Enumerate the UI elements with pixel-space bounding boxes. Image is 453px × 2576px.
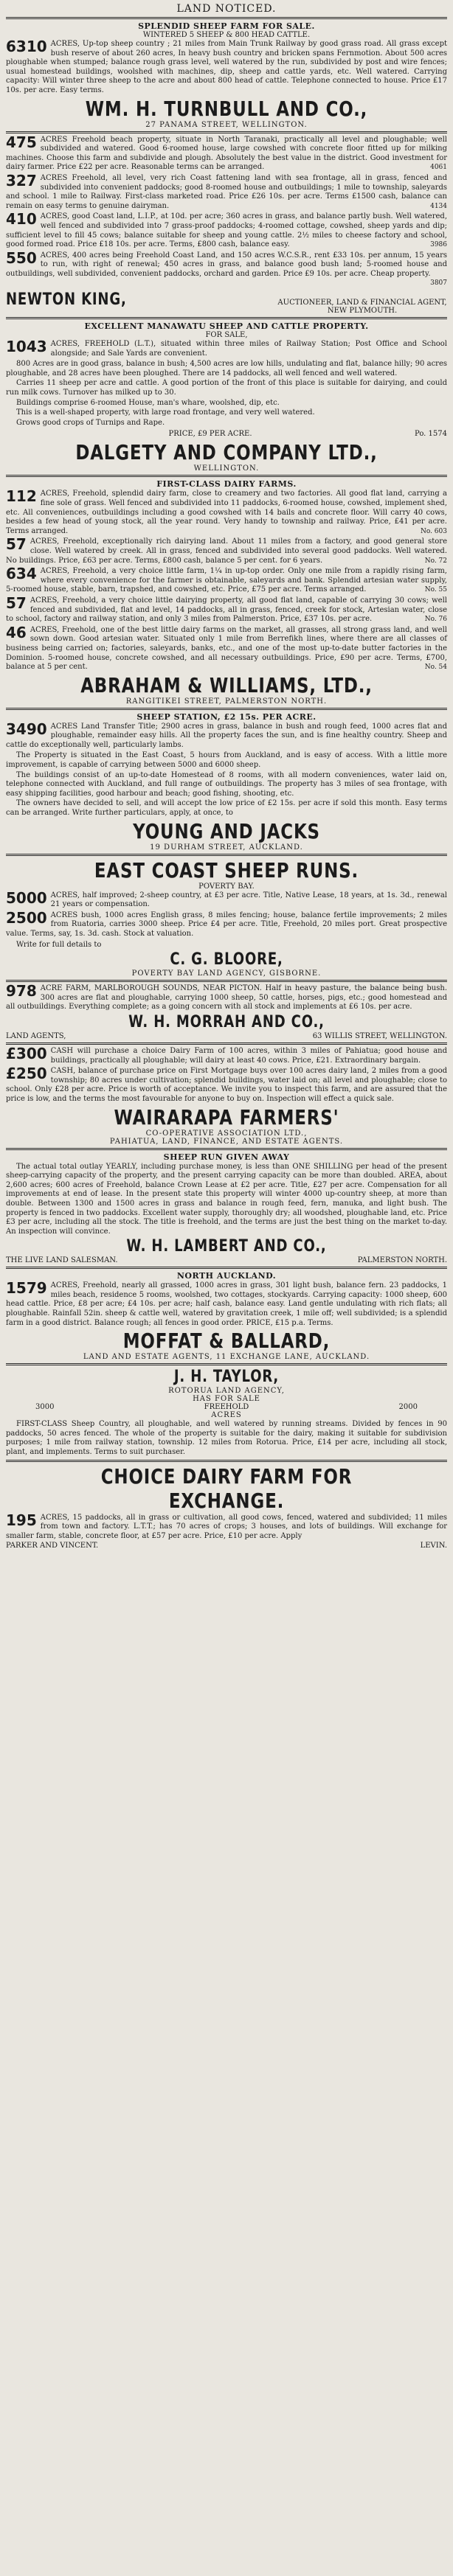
column-header: LAND NOTICED. <box>176 3 277 15</box>
ad-parker-vincent <box>6 1464 447 1550</box>
acreage: 2500 <box>6 908 47 927</box>
ad-subsub: FOR SALE, <box>205 331 248 340</box>
listing-text: ACRES, half improved; 2-sheep country, at £3 per acre. Title, Native Lease, 18 years, at 1s. 3d., renewal 21 years or compensation. <box>50 891 447 909</box>
ad-subhead: SPLENDID SHEEP FARM FOR SALE. <box>138 21 315 31</box>
acreage: 57 <box>6 593 27 612</box>
advertiser-town: LEVIN. <box>420 1542 447 1550</box>
acreage: 46 <box>6 623 27 641</box>
ad-bloore <box>6 858 447 978</box>
listing-ref: No. 54 <box>424 664 447 672</box>
advertiser-address: LAND AND ESTATE AGENTS, 11 EXCHANGE LANE, AUCKLAND. <box>83 1353 370 1362</box>
acreage: 634 <box>6 565 37 583</box>
divider <box>6 1363 447 1365</box>
advertiser-name: PARKER AND VINCENT. <box>6 1542 99 1550</box>
advertiser-name: YOUNG AND JACKS <box>133 818 320 843</box>
advertiser-address: 19 DURHAM STREET, AUCKLAND. <box>150 843 303 852</box>
ad-abraham-williams <box>6 479 447 705</box>
acreage: 3490 <box>6 720 47 738</box>
advertiser-name: ABRAHAM & WILLIAMS, LTD., <box>80 672 373 697</box>
advertiser-name: DALGETY AND COMPANY LTD., <box>75 440 378 465</box>
listing-text: ACRES Land Transfer Title; 2900 acres in grass, balance in bush and rough feed, 1000 acres flat and ploughable, remainder easy hills. All the property faces the sun, and is fine healthy country. Sheep and cattle do exceptionally well, particularly lambs. <box>6 722 447 749</box>
listing-ref: 4134 <box>430 202 447 210</box>
listing-text: ACRES, Freehold, a very choice little dairying property, all good flat land, capable of carrying 30 cows; well fenced and subdivided, flat and level, 14 paddocks, all in grass, fenced, creek for stock, Artesian water, close to school, factory and railway station, and only 3 miles from Palmerston. Price, £37 10s. per acre. <box>6 596 447 624</box>
divider <box>6 17 447 19</box>
advertiser-address: PALMERSTON NORTH. <box>357 1256 447 1265</box>
paragraph: Buildings comprise 6-roomed House, man's whare, woolshed, dip, etc. <box>16 398 280 407</box>
paragraph: Carries 11 sheep per acre and cattle. A good portion of the front of this place is suitable for dairying, and could run milk cows. Turnover has milked up to 30. <box>6 379 447 397</box>
ad-dalgety <box>6 321 447 473</box>
acreage: 1043 <box>6 338 47 356</box>
divider <box>6 1148 447 1150</box>
advertiser-address: POVERTY BAY LAND AGENCY, GISBORNE. <box>131 970 322 978</box>
listing-text: ACRES, Freehold, splendid dairy farm, close to creamery and two factories. All good flat land, carrying a fine sole of grass. Well fenced and subdivided into 11 paddocks, 6-roomed house, cowshed, implement shed, etc. All conveniences, outbuildings including a good cowshed with 14 bails and concrete floor. Will carry 40 cows, besides a few head of young stock, all the year round. Very handy to township and railway. Price, £41 per acre. Terms arranged. <box>6 490 447 535</box>
ad-title: EAST COAST SHEEP RUNS. <box>94 857 359 883</box>
listing-ref: No. 76 <box>424 616 447 624</box>
divider <box>6 1460 447 1462</box>
divider <box>6 475 447 477</box>
listing-ref: 3986 <box>430 241 447 249</box>
divider <box>6 980 447 982</box>
advertiser-line: HAS FOR SALE <box>193 1395 260 1404</box>
listing-text: ACRES Freehold, all level, very rich Coast fattening land with sea frontage, all in grass, fenced and subdivided into convenient paddocks; good 8-roomed house and outbuildings; 1 mile to township, saleyards and school. 1 mile to Railway. First-class marketed road. Price £26 10s. per acre. Terms £1500 cash, balance can remain on easy terms to genuine dairyman. <box>6 173 447 210</box>
ad-taylor <box>6 1368 447 1457</box>
ad-turnbull <box>6 21 447 129</box>
listing-text: ACRES, Freehold, exceptionally rich dairying land. About 11 miles from a factory, and good general store close. Well watered by creek. All in grass, fenced and subdivided into several good paddocks. Well watered. No buildings. Price, £63 per acre. Terms, £800 cash, balance 5 per cent. for 6 years. <box>6 537 447 565</box>
listing-text: ACRES, FREEHOLD (L.T.), situated within three miles of Railway Station; Post Office and School alongside; and Sale Yards are convenient. <box>50 340 447 358</box>
acreage-left: 3000 <box>35 1403 55 1412</box>
paragraph: Grows good crops of Turnips and Rape. <box>16 418 165 427</box>
acreage: 57 <box>6 535 27 554</box>
paragraph: The Property is situated in the East Coast, 5 hours from Auckland, and is easy of access. With a little more improvement, is capable of carrying between 5000 and 6000 sheep. <box>6 751 447 770</box>
acres-label: ACRES <box>211 1411 242 1420</box>
advertiser-name: W. H. LAMBERT AND CO., <box>126 1237 327 1256</box>
divider <box>6 708 447 710</box>
ad-subhead: EXCELLENT MANAWATU SHEEP AND CATTLE PROPERTY. <box>84 321 369 332</box>
listing-text: ACRES, good Coast land, L.I.P., at 10d. per acre; 360 acres in grass, and balance partly bush. Well watered, well fenced and subdivided into 7 grass-proof paddocks; 4-roomed cottage, cowshed, sheep yards and dip; sufficient level to fill 45 cows; balance suitable for sheep and young cattle. 2½ miles to cheese factory and school, good formed road. Price £18 10s. per acre. Terms, £800 cash, balance easy. <box>6 212 447 249</box>
acreage: 112 <box>6 487 37 506</box>
listing-text: ACRES, Freehold, nearly all grassed, 1000 acres in grass, 301 light bush, balance fern. 23 paddocks, 1 miles beach, residence 5 rooms, woolshed, two cottages, stockyards. Carrying capacity: 1000 sheep, 600 head cattle. Price, £8 per acre; £4 10s. per acre; half cash, balance easy. Land gentle undulating with rich flats; all ploughable. Rainfall 52in. sheep & cattle well, watered by gravitation creek, 1 mile off; well subdivided; is a splendid farm in a good district. Balance rough; all fences in good order. PRICE, £15 p.a. Terms. <box>6 1281 447 1327</box>
listing-text: ACRES, Freehold, one of the best little dairy farms on the market, all grasses, all strong grass land, and well sown down. Good artesian water. Situated only 1 mile from Berrefikh lines, where there are all classes of business being carried on; factories, saleyards, banks, etc., and one of the most up-to-date butter factories in the Dominion. 5-roomed house, concrete cowshed, and all necessary outbuildings. Price, £90 per acre. Terms, £700, balance at 5 per cent. <box>6 625 447 672</box>
acreage: 550 <box>6 248 37 267</box>
divider <box>6 131 447 133</box>
listing-text: ACRES bush, 1000 acres English grass, 8 miles fencing; house, balance fertile improvements; 2 miles from Ruatoria, carries 3000 sheep. Price £4 per acre. Title, Freehold, 20 miles port. Great prospective value. Terms, say, 1s. 3d. cash. Stock at valuation. <box>6 911 447 938</box>
paragraph: 800 Acres are in good grass, balance in bush; 4,500 acres are low hills, undulating and flat, balance hilly; 90 acres ploughable, and 28 acres have been ploughed. There are 14 paddocks, all well fenced and well watered. <box>6 360 447 377</box>
advertiser-address: RANGITIKEI STREET, PALMERSTON NORTH. <box>125 697 328 706</box>
ad-title: CHOICE DAIRY FARM FOR <box>100 1463 353 1489</box>
advertiser-role: THE LIVE LAND SALESMAN. <box>6 1256 118 1265</box>
listing-ref: No. 72 <box>424 557 447 565</box>
ad-subhead: NORTH AUCKLAND. <box>176 1271 277 1281</box>
ad-newton-king <box>6 133 447 316</box>
acreage: 978 <box>6 982 37 1000</box>
advertiser-tagline: AUCTIONEER, LAND & FINANCIAL AGENT, NEW PLYMOUTH. <box>277 299 447 316</box>
advertiser-address: 63 WILLIS STREET, WELLINGTON. <box>312 1031 447 1040</box>
advertiser-name: MOFFAT & BALLARD, <box>122 1329 331 1354</box>
listing-text: CASH, balance of purchase price on First Mortgage buys over 100 acres dairy land, 2 miles from a good township; 80 acres under cultivation; splendid buildings, water laid on; all level and ploughable; close to school. Only £28 per acre. Price is worth of acceptance. We invite you to inspect this farm, and are assured that the price is low, and the terms the most favourable for anyone to buy on. Inspection will effect a quick sale. <box>6 1067 447 1103</box>
advertiser-address: WELLINGTON. <box>193 464 260 473</box>
listing-text: CASH will purchase a choice Dairy Farm of 100 acres, within 3 miles of Pahiatua; good house and buildings, practically all ploughable; will dairy at least 40 cows. Price, £21. Extraordinary bargain. <box>50 1046 447 1065</box>
listing-text: ACRES, 15 paddocks, all in grass or cultivation, all good cows, fenced, watered and subdivided; 11 miles from town and factory. L.T.T.; has 70 acres of crops; 3 houses, and lots of buildings. Will exchange for smaller farm, stable, concrete floor, at £57 per acre. Price, £10 per acre. Apply <box>6 1513 447 1540</box>
ad-moffat-ballard <box>6 1271 447 1361</box>
advertiser-address: PAHIATUA, LAND, FINANCE, AND ESTATE AGENTS. <box>109 1137 344 1146</box>
advertiser-name: W. H. MORRAH AND CO., <box>128 1012 325 1031</box>
listing-text: ACRES Freehold beach property, situate in North Taranaki, practically all level and ploughable; well subdivided and watered. Good 6-roomed house, large cowshed with concrete floor fitted up for milking machines. Choose this farm and subdivide and plough. Absolutely the best value in the district. Good investment for dairy farmer. Price £22 per acre. Reasonable terms can be arranged. <box>6 135 447 172</box>
ad-subhead: SHEEP RUN GIVEN AWAY <box>163 1152 290 1162</box>
acreage: 6310 <box>6 38 47 55</box>
listing-ref: 3807 <box>430 279 447 288</box>
acreage: 327 <box>6 171 37 189</box>
acreage-right: 2000 <box>398 1403 418 1412</box>
advertiser-name: J. H. TAYLOR, <box>173 1368 280 1387</box>
advertiser-name: NEWTON KING, <box>6 290 127 310</box>
advertiser-name: WM. H. TURNBULL AND CO., <box>85 96 368 121</box>
ad-subhead: FIRST-CLASS DAIRY FARMS. <box>156 479 297 490</box>
paragraph: This is a well-shaped property, with large road frontage, and very well watered. <box>16 408 315 417</box>
divider <box>6 1042 447 1045</box>
ad-lambert <box>6 1152 447 1265</box>
advertiser-assoc: CO-OPERATIVE ASSOCIATION LTD., <box>145 1129 308 1138</box>
advertiser-role: LAND AGENTS, <box>6 1031 66 1040</box>
cash-amount: £300 <box>6 1044 47 1062</box>
advertiser-name: C. G. BLOORE, <box>170 950 283 970</box>
tenure: FREEHOLD <box>204 1403 249 1412</box>
acreage: 475 <box>6 133 37 151</box>
acreage: 1579 <box>6 1279 47 1298</box>
advertiser-address: 27 PANAMA STREET, WELLINGTON. <box>145 120 308 129</box>
ad-title: EXCHANGE. <box>168 1488 285 1513</box>
advertiser-name: WAIRARAPA FARMERS' <box>114 1104 339 1129</box>
ad-wairarapa <box>6 1044 447 1146</box>
paragraph: Write for full details to <box>16 940 102 949</box>
listing-text: ACRE FARM, MARLBOROUGH SOUNDS, NEAR PICTON. Half in heavy pasture, the balance being bush. 300 acres are flat and ploughable, carrying 1000 sheep, 50 cattle, horses, pigs, etc.; good homestead and all outbuildings. Everything complete; as a going concern with all stock and implements at £6 10s. per acre. <box>6 984 447 1012</box>
paragraph: FIRST-CLASS Sheep Country, all ploughable, and well watered by running streams. Divided by fences in 90 paddocks, 50 acres fenced. The whole of the property is suitable for the dairy, making it suitable for subdivision purposes; 1 mile from railway station, township. 12 miles from Rotorua. Price, £14 per acre, including all stock, plant, and implements. Terms to suit purchaser. <box>6 1420 447 1457</box>
acreage: 5000 <box>6 888 47 907</box>
ad-morrah <box>6 984 447 1040</box>
listing-text: ACRES, Up-top sheep country ; 21 miles from Main Trunk Railway by good grass road. All grass except bush reserve of about 260 acres, In heavy bush country and bricken spans Fernmotion. About 500 acres ploughable when stumped; balance rough grass level, well watered by the run, subdivided by post and wire fences; usual homestead buildings, woolshed with machines, dip, sheep and cattle yards, etc. Well watered. Carrying capacity: Will winter three sheep to the acre and about 800 head of cattle. Telephone connected to house. Price £17 10s. per acre. Easy terms. <box>6 40 447 94</box>
listing-ref: 4061 <box>430 164 447 172</box>
listing-text: ACRES, 400 acres being Freehold Coast Land, and 150 acres W.C.S.R., rent £33 10s. per annum, 15 years to run, with right of renewal; 450 acres in grass, and balance good bush land; 5-roomed house and outbuildings, well subdivided, convenient paddocks, orchard and garden. Price £9 10s. per acre. Cheap property. <box>6 251 447 278</box>
paragraph: The owners have decided to sell, and will accept the low price of £2 15s. per acre if sold this month. Easy terms can be arranged. Write further particulars, apply, at once, to <box>6 799 447 818</box>
paragraph: The buildings consist of an up-to-date Homestead of 8 rooms, with all modern conveniences, water laid on, telephone connected with Auckland, and full range of outbuildings. The property has 3 miles of sea frontage, with easy shipping facilities, good harbour and beach; good fishing, shooting, etc. <box>6 770 447 798</box>
listing-ref: Po. 1574 <box>415 430 447 439</box>
acreage: 410 <box>6 210 37 229</box>
divider <box>6 317 447 319</box>
cash-amount: £250 <box>6 1065 47 1083</box>
listing-ref: No. 55 <box>424 586 447 594</box>
listing-text: ACRES, Freehold, a very choice little farm, 1¼ in up-top order. Only one mile from a rapidly rising farm, where every convenience for the farmer is obtainable, saleyards and bank. Splendid artesian water supply, 5-roomed house, stable, barn, trapshed, and cowshed, etc. Price, £75 per acre. Terms arranged. <box>6 567 447 594</box>
divider <box>6 1267 447 1269</box>
divider <box>6 854 447 856</box>
ad-young-jacks <box>6 712 447 852</box>
advertiser-agency: ROTORUA LAND AGENCY, <box>168 1387 285 1396</box>
acreage: 195 <box>6 1511 37 1529</box>
ad-subhead: SHEEP STATION, £2 15s. PER ACRE. <box>136 711 317 722</box>
price: PRICE, £9 PER ACRE. <box>168 430 252 439</box>
paragraph: The actual total outlay YEARLY, including purchase money, is less than ONE SHILLING per head of the present sheep-carrying capacity of the property, and the present carrying capacity can be more than doubled. AREA, about 2,600 acres; 600 acres of Freehold, balance Crown Lease at £2 per acre. Title, £27 per acre. Compensation for all improvements at end of lease. In the present state this property will winter 4000 up-country sheep, at more than double. Between 1300 and 1500 acres in grass and balance in rough feed, fern, manuka, and light bush. The property is fenced in two paddocks. Excellent water supply, thoroughly dry; all woodshed, ploughable land, etc. Price £3 per acre, including all the stock. The title is freehold, and the terms are just the best thing on the market to-day. An inspection will convince. <box>6 1162 447 1236</box>
ad-subsub: POVERTY BAY. <box>198 882 255 891</box>
listing-ref: No. 603 <box>420 527 447 535</box>
ad-subsub: WINTERED 5 SHEEP & 800 HEAD CATTLE. <box>142 31 311 39</box>
